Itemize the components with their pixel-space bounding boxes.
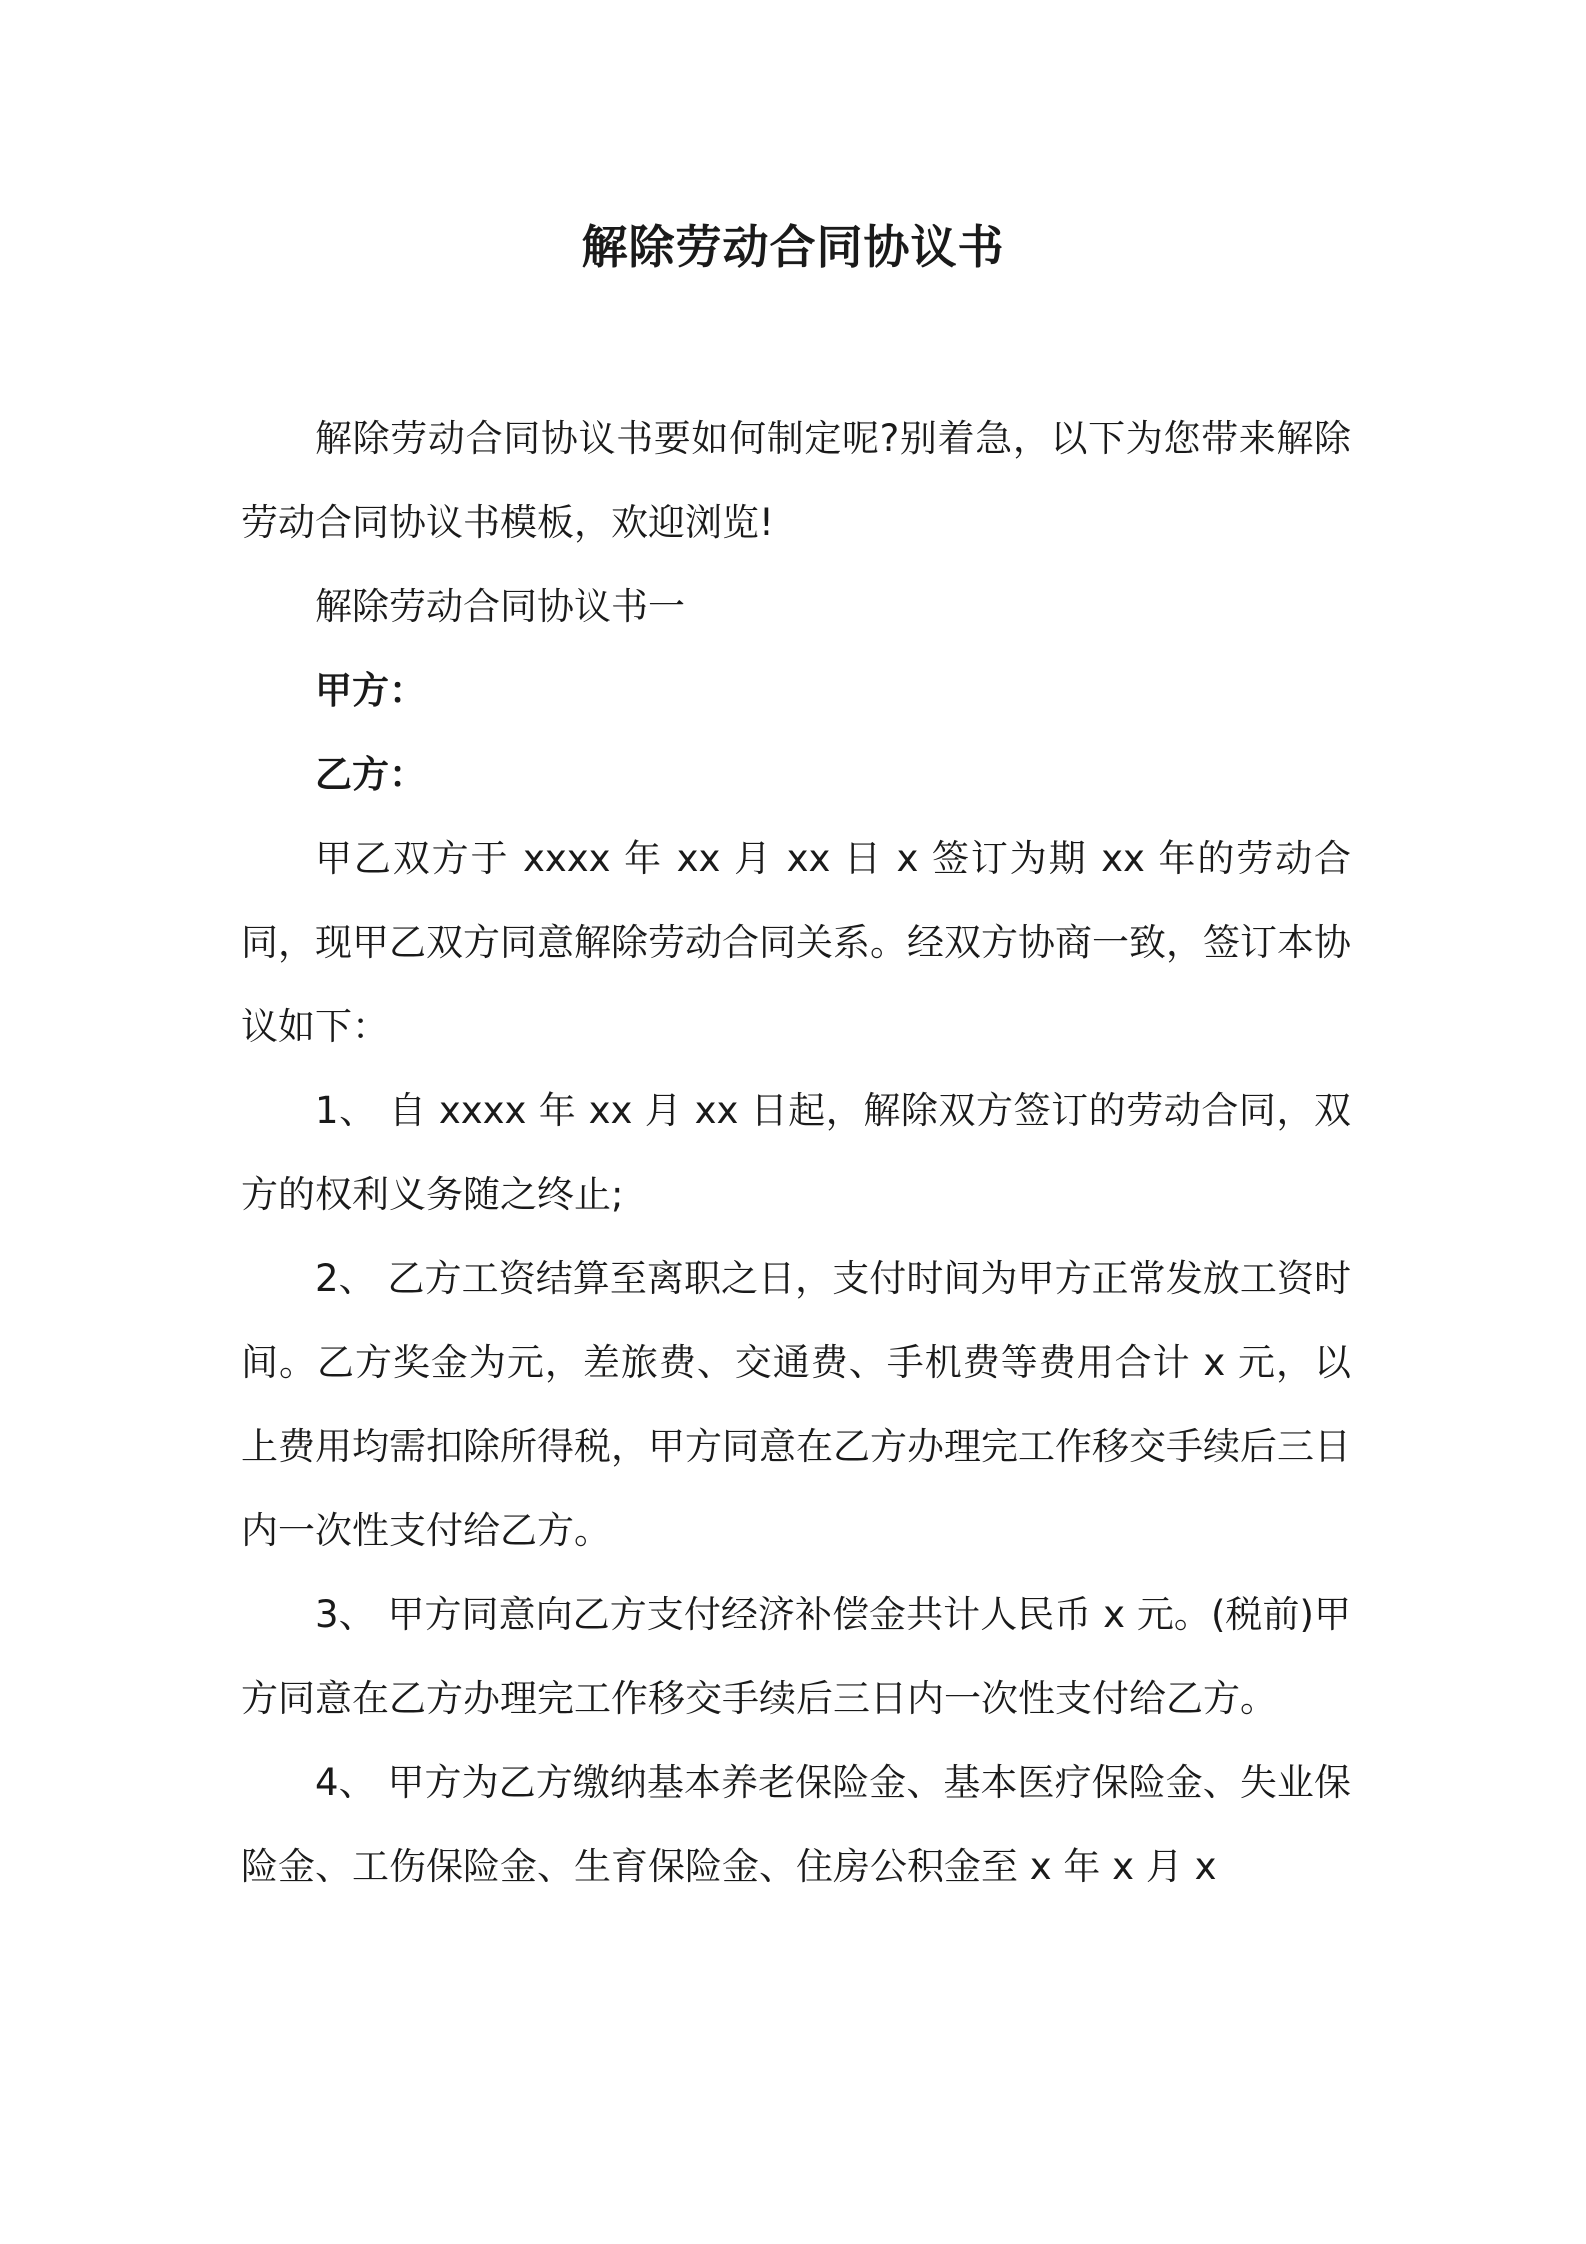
section-heading: 解除劳动合同协议书一 [315,585,685,628]
party-a-line: 甲方： [315,669,426,712]
clause-2: 2、 乙方工资结算至离职之日，支付时间为甲方正常发放工资时间。乙方奖金为元，差旅费、交通费、手机费等费用合计 x 元，以上费用均需扣除所得税，甲方同意在乙方办理完工作移交手续后三日内一次性支付给乙方。 [241,1257,1351,1552]
clause-4: 4、 甲方为乙方缴纳基本养老保险金、基本医疗保险金、失业保险金、工伤保险金、生育保险金、住房公积金至 x 年 x 月 x [241,1761,1351,1888]
document-body [241,397,1351,1909]
document-title: 解除劳动合同协议书 [581,220,1005,274]
party-b-line: 乙方： [315,753,426,796]
clause-1: 1、 自 xxxx 年 xx 月 xx 日起，解除双方签订的劳动合同，双方的权利义务随之终止; [241,1089,1351,1216]
clause-3: 3、 甲方同意向乙方支付经济补偿金共计人民币 x 元。(税前)甲方同意在乙方办理完工作移交手续后三日内一次性支付给乙方。 [241,1593,1351,1720]
agreement-preamble: 甲乙双方于 xxxx 年 xx 月 xx 日 x 签订为期 xx 年的劳动合同，现甲乙双方同意解除劳动合同关系。经双方协商一致，签订本协议如下： [241,837,1351,1048]
intro-paragraph: 解除劳动合同协议书要如何制定呢?别着急，以下为您带来解除劳动合同协议书模板，欢迎浏览! [241,417,1351,544]
